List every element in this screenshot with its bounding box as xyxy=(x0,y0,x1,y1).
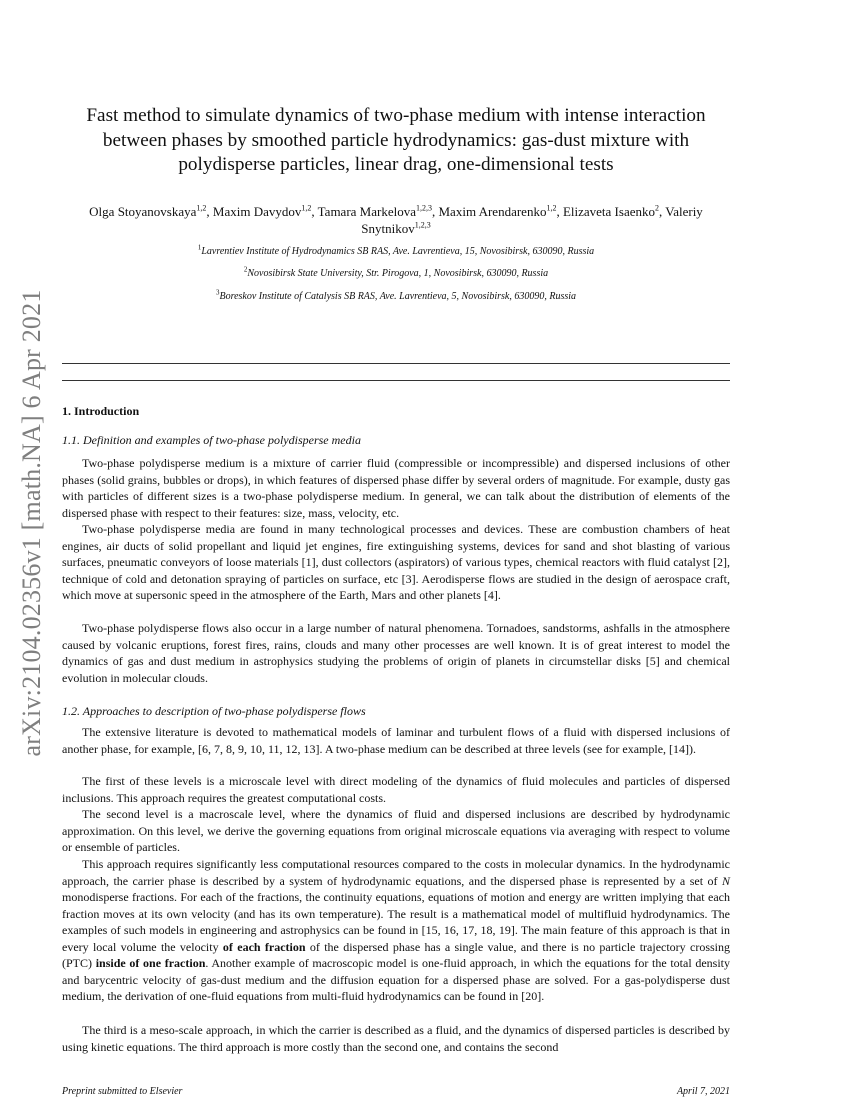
arxiv-stamp-text: arXiv:2104.02356v1 [math.NA] 6 Apr 2021 xyxy=(17,289,46,757)
paragraph: Two-phase polydisperse media are found in many technological processes and devices. These are combustion chambers of heat engines, air ducts of solid propellant and liquid jet engines, fire extinguishing systems, devices for sand and shot blasting of various surfaces, pneumatic conveyors of loose materials [1], dust collectors (aspirators) of various types, chemical reactors with fluid catalyst [2], technique of cold and detonation spraying of particles on surface, etc [3]. Aerodisperse flows are studied in the design of aerospace craft, which move at supersonic speed in the atmosphere of the Earth, Mars and other planets [4]. xyxy=(62,522,730,602)
affiliation-2: $^2$Novosibirsk State University, Str. Pirogova, 1, Novosibirsk, 630090, Russia xyxy=(243,265,549,279)
section-heading-introduction: 1. Introduction xyxy=(62,404,140,418)
emphasis: inside of one fraction xyxy=(95,956,206,970)
author: Maxim Davydov$^{1,2}$, xyxy=(212,203,318,219)
header-rule-top xyxy=(62,363,730,364)
paragraph: The third is a meso-scale approach, in which the carrier is described as a fluid, and the dynamics of dispersed particles is described by using kinetic equations. The third approach is more costly than the second one, and contains the second xyxy=(62,1023,730,1054)
paragraph: The first of these levels is a microscale level with direct modeling of the dynamics of fluid molecules and particles of dispersed inclusions. This approach requires the greatest computational costs. xyxy=(62,774,730,805)
footer-date: April 7, 2021 xyxy=(676,1086,730,1097)
emphasis: of each fraction xyxy=(222,939,306,954)
affiliation-1: $^1$Lavrentiev Institute of Hydrodynamics SB RAS, Ave. Lavrentieva, 15, Novosibirsk, 630090, Russia xyxy=(197,243,595,257)
author: Maxim Arendarenko$^{1,2}$, xyxy=(438,203,563,219)
paragraph: This approach requires significantly less computational resources compared to the costs in molecular dynamics. In the hydrodynamic approach, the carrier phase is described by a system of hydrodynamic equations, and the dispersed phase is represented by a set of N monodisperse fractions. For each of the fractions, the continuity equations, equations of motion and energy are written implying that each fraction moves at its own velocity (and has its own temperature). The result is a mathematical model of multifluid hydrodynamics. The examples of such models in engineering and astrophysics can be found in [15, 16, 17, 18, 19]. The main feature of this approach is that in every local volume the velocity of each fraction of the dispersed phase has a single value, and there is no particle trajectory crossing (PTC) inside of one fraction. Another example of macroscopic model is one-fluid approach, in which the equations for the total density and barycentric velocity of gas-dust medium and the diffusion equation for a dispersed phase are solved. For a gas-polydisperse dust medium, the derivation of one-fluid equations from multi-fluid hydrodynamics can be found in [20]. xyxy=(62,857,731,1003)
author: Elizaveta Isaenko$^2$, xyxy=(562,203,666,219)
subsection-heading-definition: 1.1. Definition and examples of two-phase polydisperse media xyxy=(62,433,361,447)
author-list xyxy=(62,203,730,237)
author: Olga Stoyanovskaya$^{1,2}$, xyxy=(89,203,213,219)
paragraph: Two-phase polydisperse medium is a mixture of carrier fluid (compressible or incompressible) and dispersed inclusions of other phases (solid grains, bubbles or drops), in which features of dispersed phase differ by several orders of magnitude. For example, dusty gas with particles of different sizes is a two-phase polydisperse medium. In general, we can talk about the distribution of elements of the dispersed phase with respect to their features: size, mass, velocity, etc. xyxy=(62,456,730,520)
subsection-heading-approaches: 1.2. Approaches to description of two-phase polydisperse flows xyxy=(62,704,366,718)
header-rule-bottom xyxy=(62,380,730,381)
arxiv-stamp xyxy=(8,283,56,763)
footer-preprint-note: Preprint submitted to Elsevier xyxy=(62,1086,183,1097)
paragraph: The extensive literature is devoted to mathematical models of laminar and turbulent flows of a fluid with dispersed inclusions of another phase, for example, [6, 7, 8, 9, 10, 11, 12, 13]. A two-phase medium can be described at three levels (see for example, [14]). xyxy=(62,725,730,756)
author: Tamara Markelova$^{1,2,3}$, xyxy=(317,203,439,219)
paper-title: Fast method to simulate dynamics of two-phase medium with intense interaction between phases by smoothed particle hydrodynamics: gas-dust mixture with polydisperse particles, linear drag, one-dimensional tests xyxy=(86,105,706,175)
paragraph: Two-phase polydisperse flows also occur in a large number of natural phenomena. Tornadoes, sandstorms, ashfalls in the atmosphere caused by volcanic eruptions, forest fires, rains, clouds and many other processes are well known. It is of great interest to model the dynamics of gas and dust medium in astrophysics studying the problems of origin of planets in circumstellar disks [5] and chemical evolution in molecular clouds. xyxy=(62,621,730,685)
paragraph: The second level is a macroscale level, where the dynamics of fluid and dispersed inclusions are described by hydrodynamic approximation. On this level, we derive the governing equations from original microscale equations via averaging with respect to volume or ensemble of particles. xyxy=(62,807,730,854)
author: Valeriy Snytnikov$^{1,2,3}$ xyxy=(361,204,703,236)
affiliation-3: $^3$Boreskov Institute of Catalysis SB RAS, Ave. Lavrentieva, 5, Novosibirsk, 630090, Russia xyxy=(215,288,577,302)
